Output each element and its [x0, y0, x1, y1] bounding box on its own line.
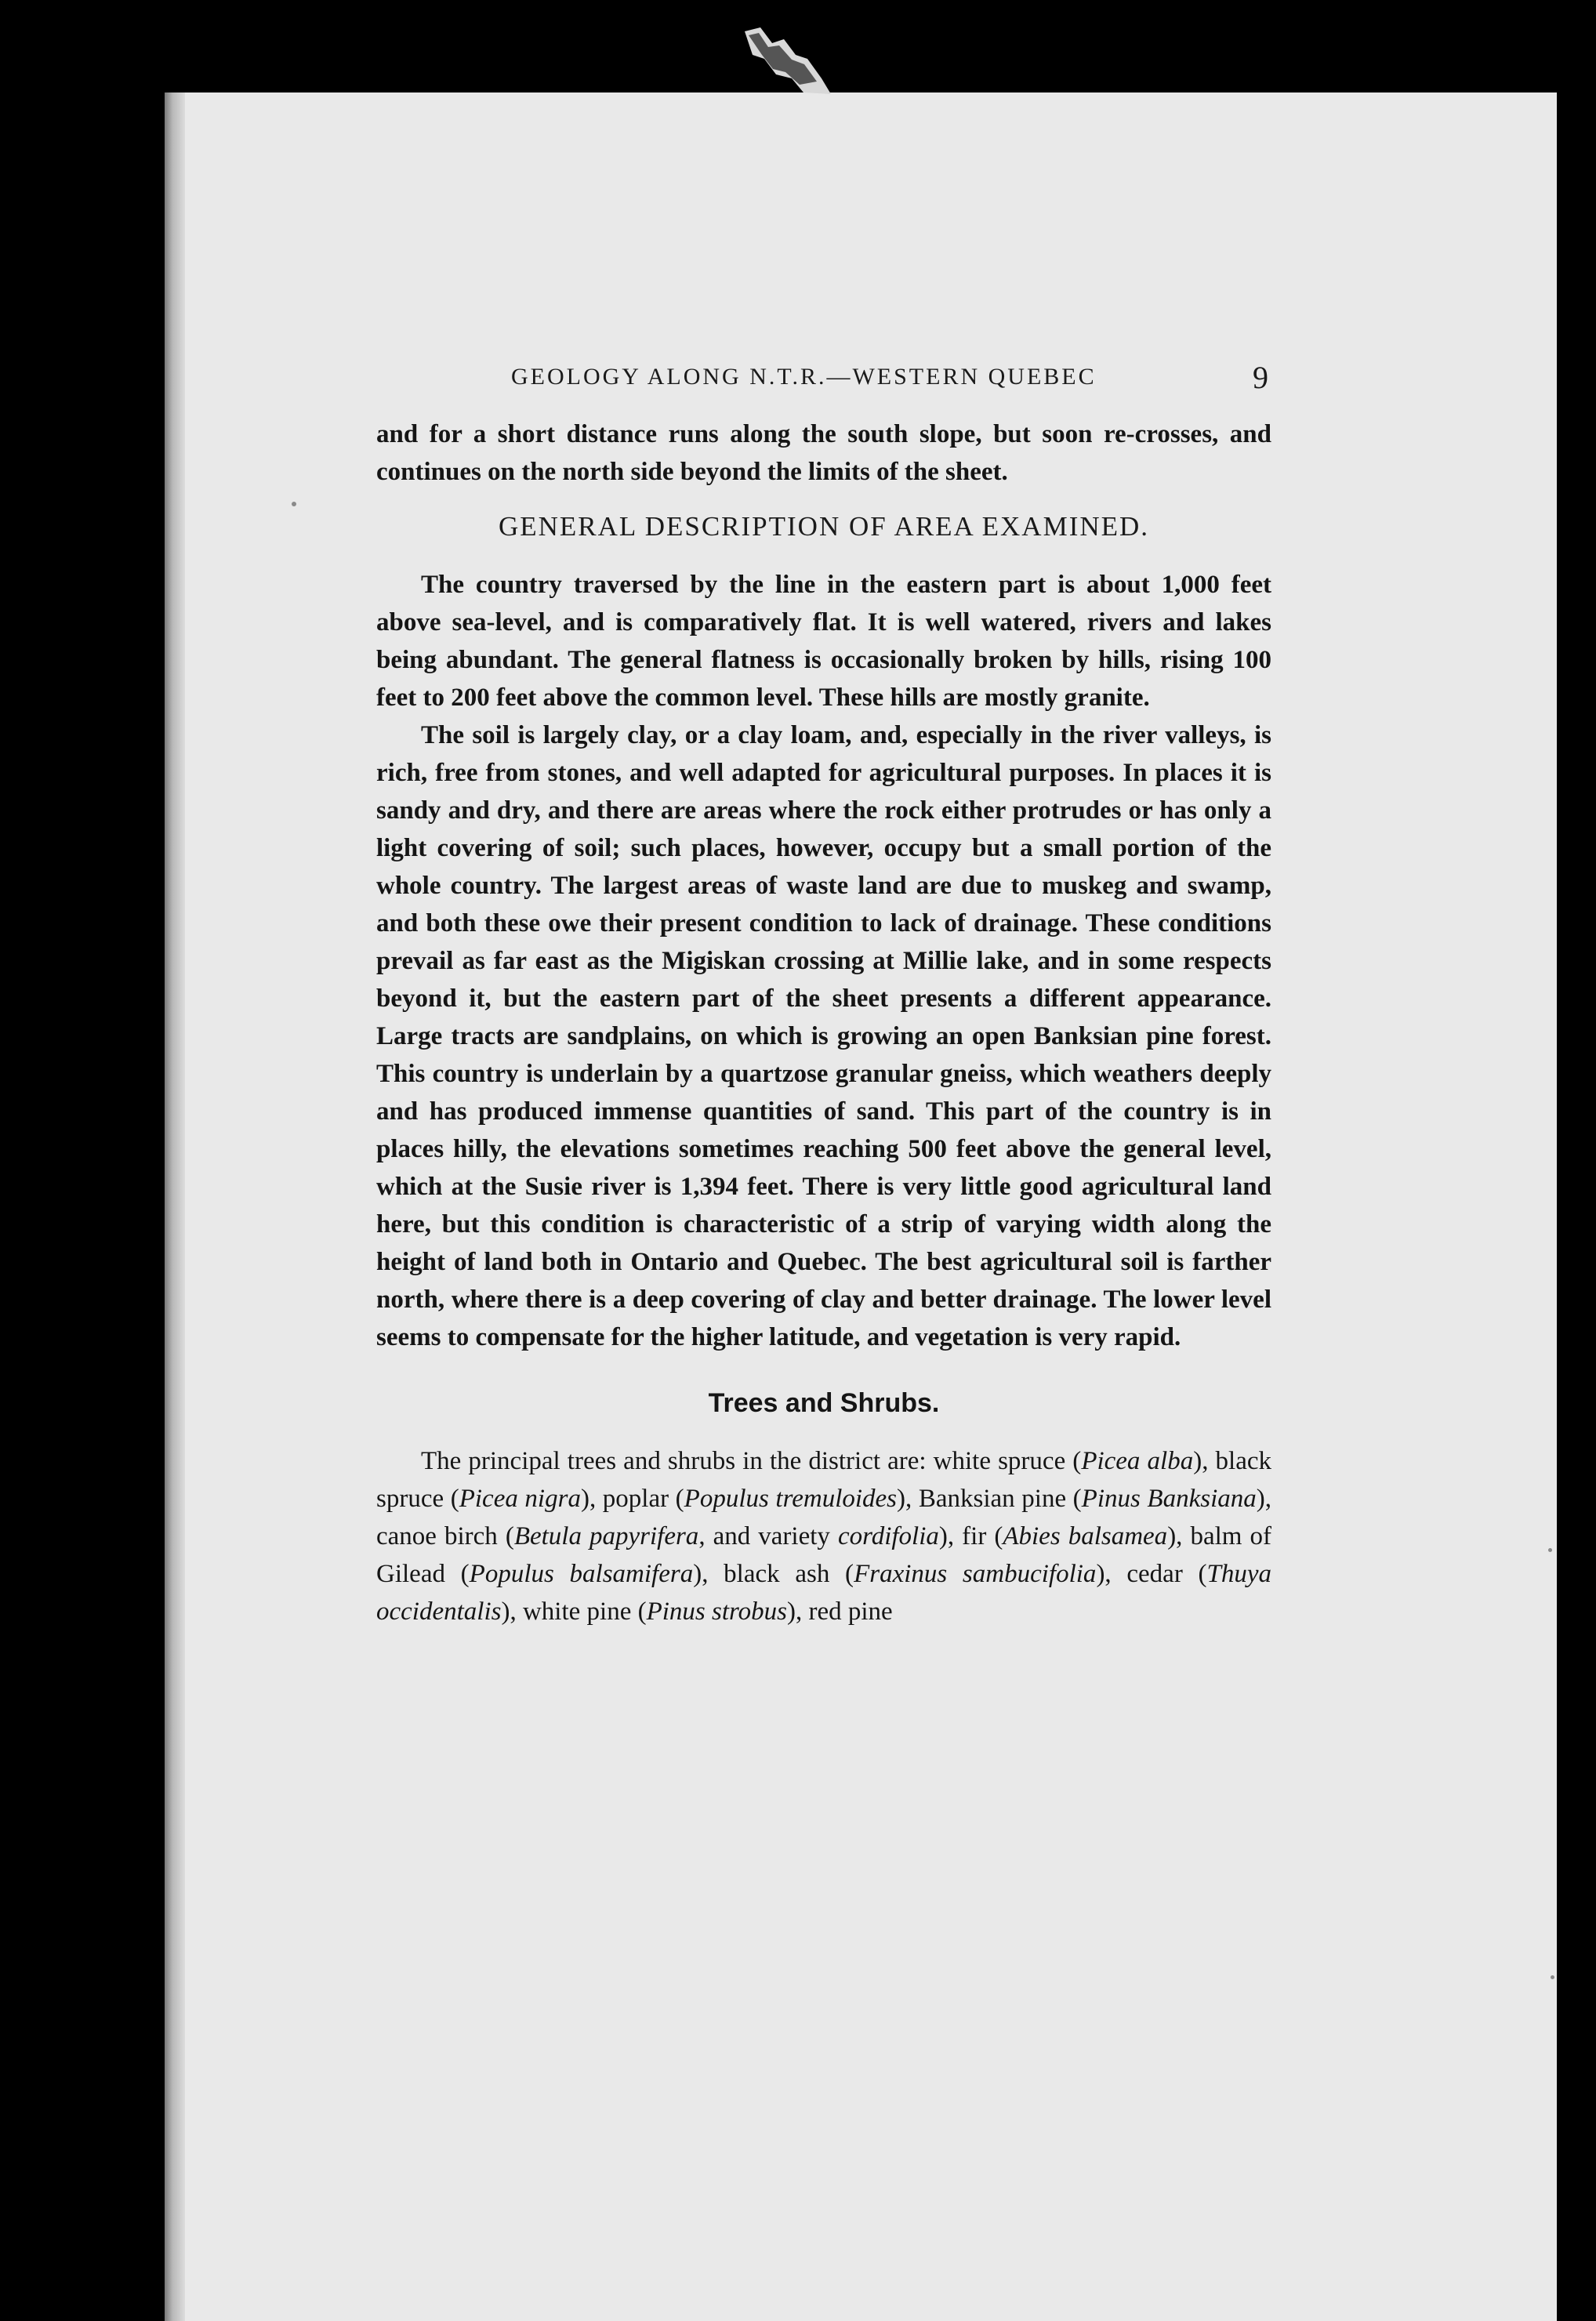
- trees-text: ), cedar (: [1096, 1560, 1207, 1588]
- paragraph-trees: [376, 1442, 1271, 1630]
- species-name: Pinus strobus: [646, 1598, 787, 1626]
- species-name: Abies balsamea: [1003, 1522, 1168, 1550]
- running-head-title: GEOLOGY ALONG N.T.R.—WESTERN QUEBEC: [511, 364, 1097, 390]
- species-name: Picea alba: [1081, 1447, 1194, 1475]
- species-name: cordifolia: [837, 1522, 939, 1550]
- species-name: Populus balsamifera: [469, 1560, 694, 1588]
- subsection-heading: Trees and Shrubs.: [708, 1388, 940, 1418]
- species-name: Betula papyrifera: [513, 1522, 699, 1550]
- scan-speck: [1551, 1975, 1554, 1979]
- trees-text: ), white pine (: [501, 1598, 647, 1626]
- page-number: 9: [1253, 360, 1268, 395]
- paragraph-country: The country traversed by the line in the eastern part is about 1,000 feet above sea-level, and is comparatively flat. It is well watered, rivers and lakes being abundant. The general flatness is occasionally broken by hills, rising 100 feet to 200 feet above the common level. These hills are mostly granite.: [376, 571, 1271, 712]
- scan-speck: [1548, 1548, 1552, 1552]
- species-name: Pinus Banksiana: [1081, 1485, 1257, 1513]
- trees-text: ), fir (: [938, 1522, 1003, 1550]
- trees-text: ), red pine: [786, 1598, 893, 1626]
- species-name: Fraxinus sambucifolia: [854, 1560, 1097, 1588]
- section-heading: GENERAL DESCRIPTION OF AREA EXAMINED.: [498, 511, 1150, 542]
- trees-text: ), canoe birch (: [376, 1485, 1271, 1550]
- trees-text: ), poplar (: [580, 1485, 684, 1513]
- scan-speck: [292, 502, 296, 506]
- intro-paragraph: and for a short distance runs along the south slope, but soon re-crosses, and continues on the north side beyond the limits of the sheet.: [376, 420, 1271, 486]
- species-name: Thuya occidentalis: [376, 1560, 1272, 1626]
- trees-text: ), black ash (: [693, 1560, 854, 1588]
- paragraph-soil: The soil is largely clay, or a clay loam, and, especially in the river valleys, is rich, free from stones, and well adapted for agricultural purposes. In places it is sandy and dry, and there are areas where the rock either protrudes or has only a light covering of soil; such places, however, occupy but a small portion of the whole country. The largest areas of waste land are due to muskeg and swamp, and both these owe their present condition to lack of drainage. These conditions prevail as far east as the Migiskan crossing at Millie lake, and in some respects beyond it, but the eastern part of the sheet presents a different appearance. Large tracts are sandplains, on which is growing an open Banksian pine forest. This country is underlain by a quartzose granular gneiss, which weathers deeply and has produced immense quantities of sand. This part of the country is in places hilly, the elevations sometimes reaching 500 feet above the general level, which at the Susie river is 1,394 feet. There is very little good agricultural land here, but this condition is characteristic of a strip of varying width along the height of land both in Ontario and Quebec. The best agricultural soil is farther north, where there is a deep covering of clay and better drainage. The lower level seems to compensate for the higher latitude, and vegetation is very rapid.: [376, 721, 1271, 1351]
- torn-corner-mark: [729, 24, 839, 98]
- page-body: [376, 415, 1271, 1630]
- species-name: Picea nigra: [459, 1485, 581, 1513]
- trees-text: , and variety: [698, 1522, 838, 1550]
- trees-text: ), balm of Gilead (: [376, 1522, 1271, 1588]
- trees-text: ), black spruce (: [376, 1447, 1272, 1513]
- page-binding-edge: [165, 92, 185, 2321]
- running-header: [511, 359, 1268, 398]
- species-name: Populus tremuloides: [684, 1485, 898, 1513]
- trees-text: The principal trees and shrubs in the district are: white spruce (: [421, 1447, 1082, 1475]
- trees-text: ), Banksian pine (: [897, 1485, 1082, 1513]
